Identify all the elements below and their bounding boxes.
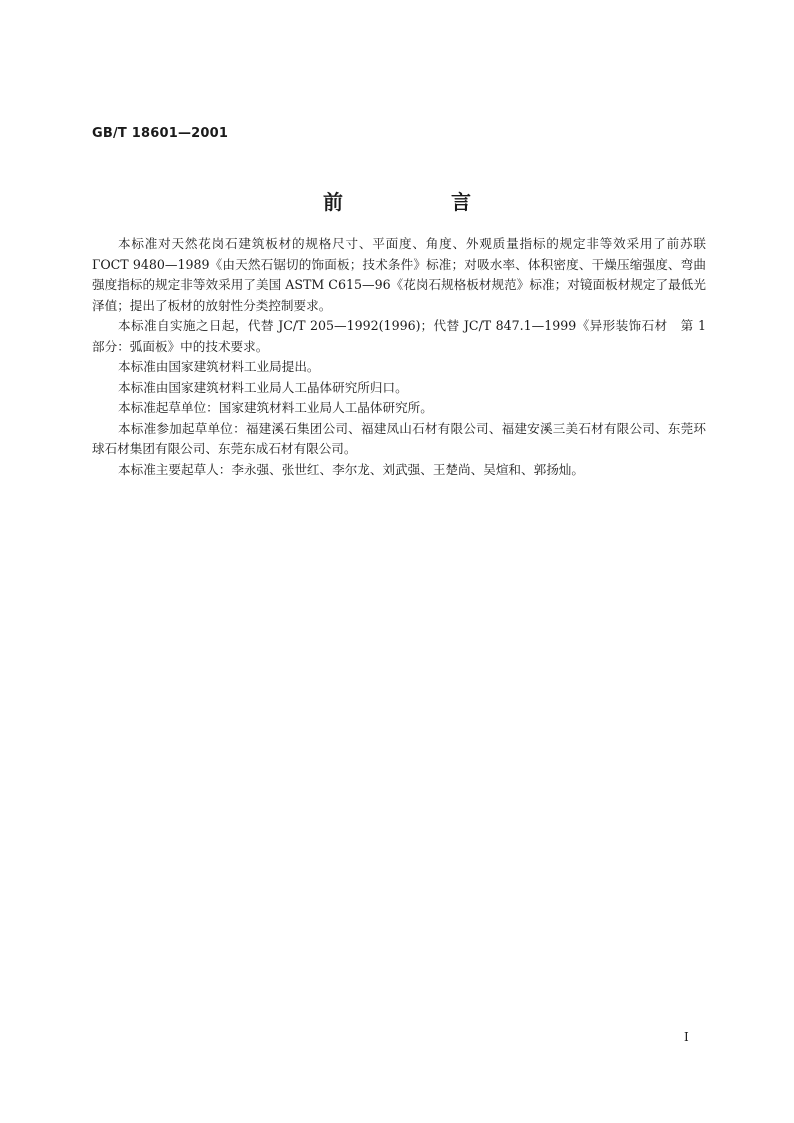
paragraph-drafting-unit: 本标准起草单位：国家建筑材料工业局人工晶体研究所。 [118,400,433,415]
standard-code: GB/T 18601—2001 [92,126,229,141]
paragraph-administrator: 本标准由国家建筑材料工业局人工晶体研究所归口。 [118,379,408,395]
paragraph-adoption: 本标准对天然花岗石建筑板材的规格尺寸、平面度、角度、外观质量指标的规定非等效采用了前苏联 ГОСТ 9480—1989《由天然石锯切的饰面板；技术条件》标准；对吸水率、体积密度、干燥压缩强度、弯曲强度指标的规定非等效采用了美国 ASTM C615—96《花岗石规格板材规范》标准；对镜面板材规定了最低光泽值；提出了板材的放射性分类控制要求。 [92,236,706,313]
paragraph-proposer: 本标准由国家建筑材料工业局提出。 [118,359,320,374]
page-number: I [684,1030,689,1044]
paragraph-participating-units: 本标准参加起草单位：福建溪石集团公司、福建凤山石材有限公司、福建安溪三美石材有限公司、东莞环球石材集团有限公司、东莞东成石材有限公司。 [92,420,706,456]
paragraph-replacement: 本标准自实施之日起，代替 JC/T 205—1992(1996)；代替 JC/T 847.1—1999《异形装饰石材 第 1 部分：弧面板》中的技术要求。 [92,318,706,354]
page-title: 前 言 [323,190,515,214]
document-body [92,234,706,480]
paragraph-drafters: 本标准主要起草人：李永强、张世红、李尔龙、刘武强、王楚尚、吴煊和、郭扬灿。 [118,461,584,477]
